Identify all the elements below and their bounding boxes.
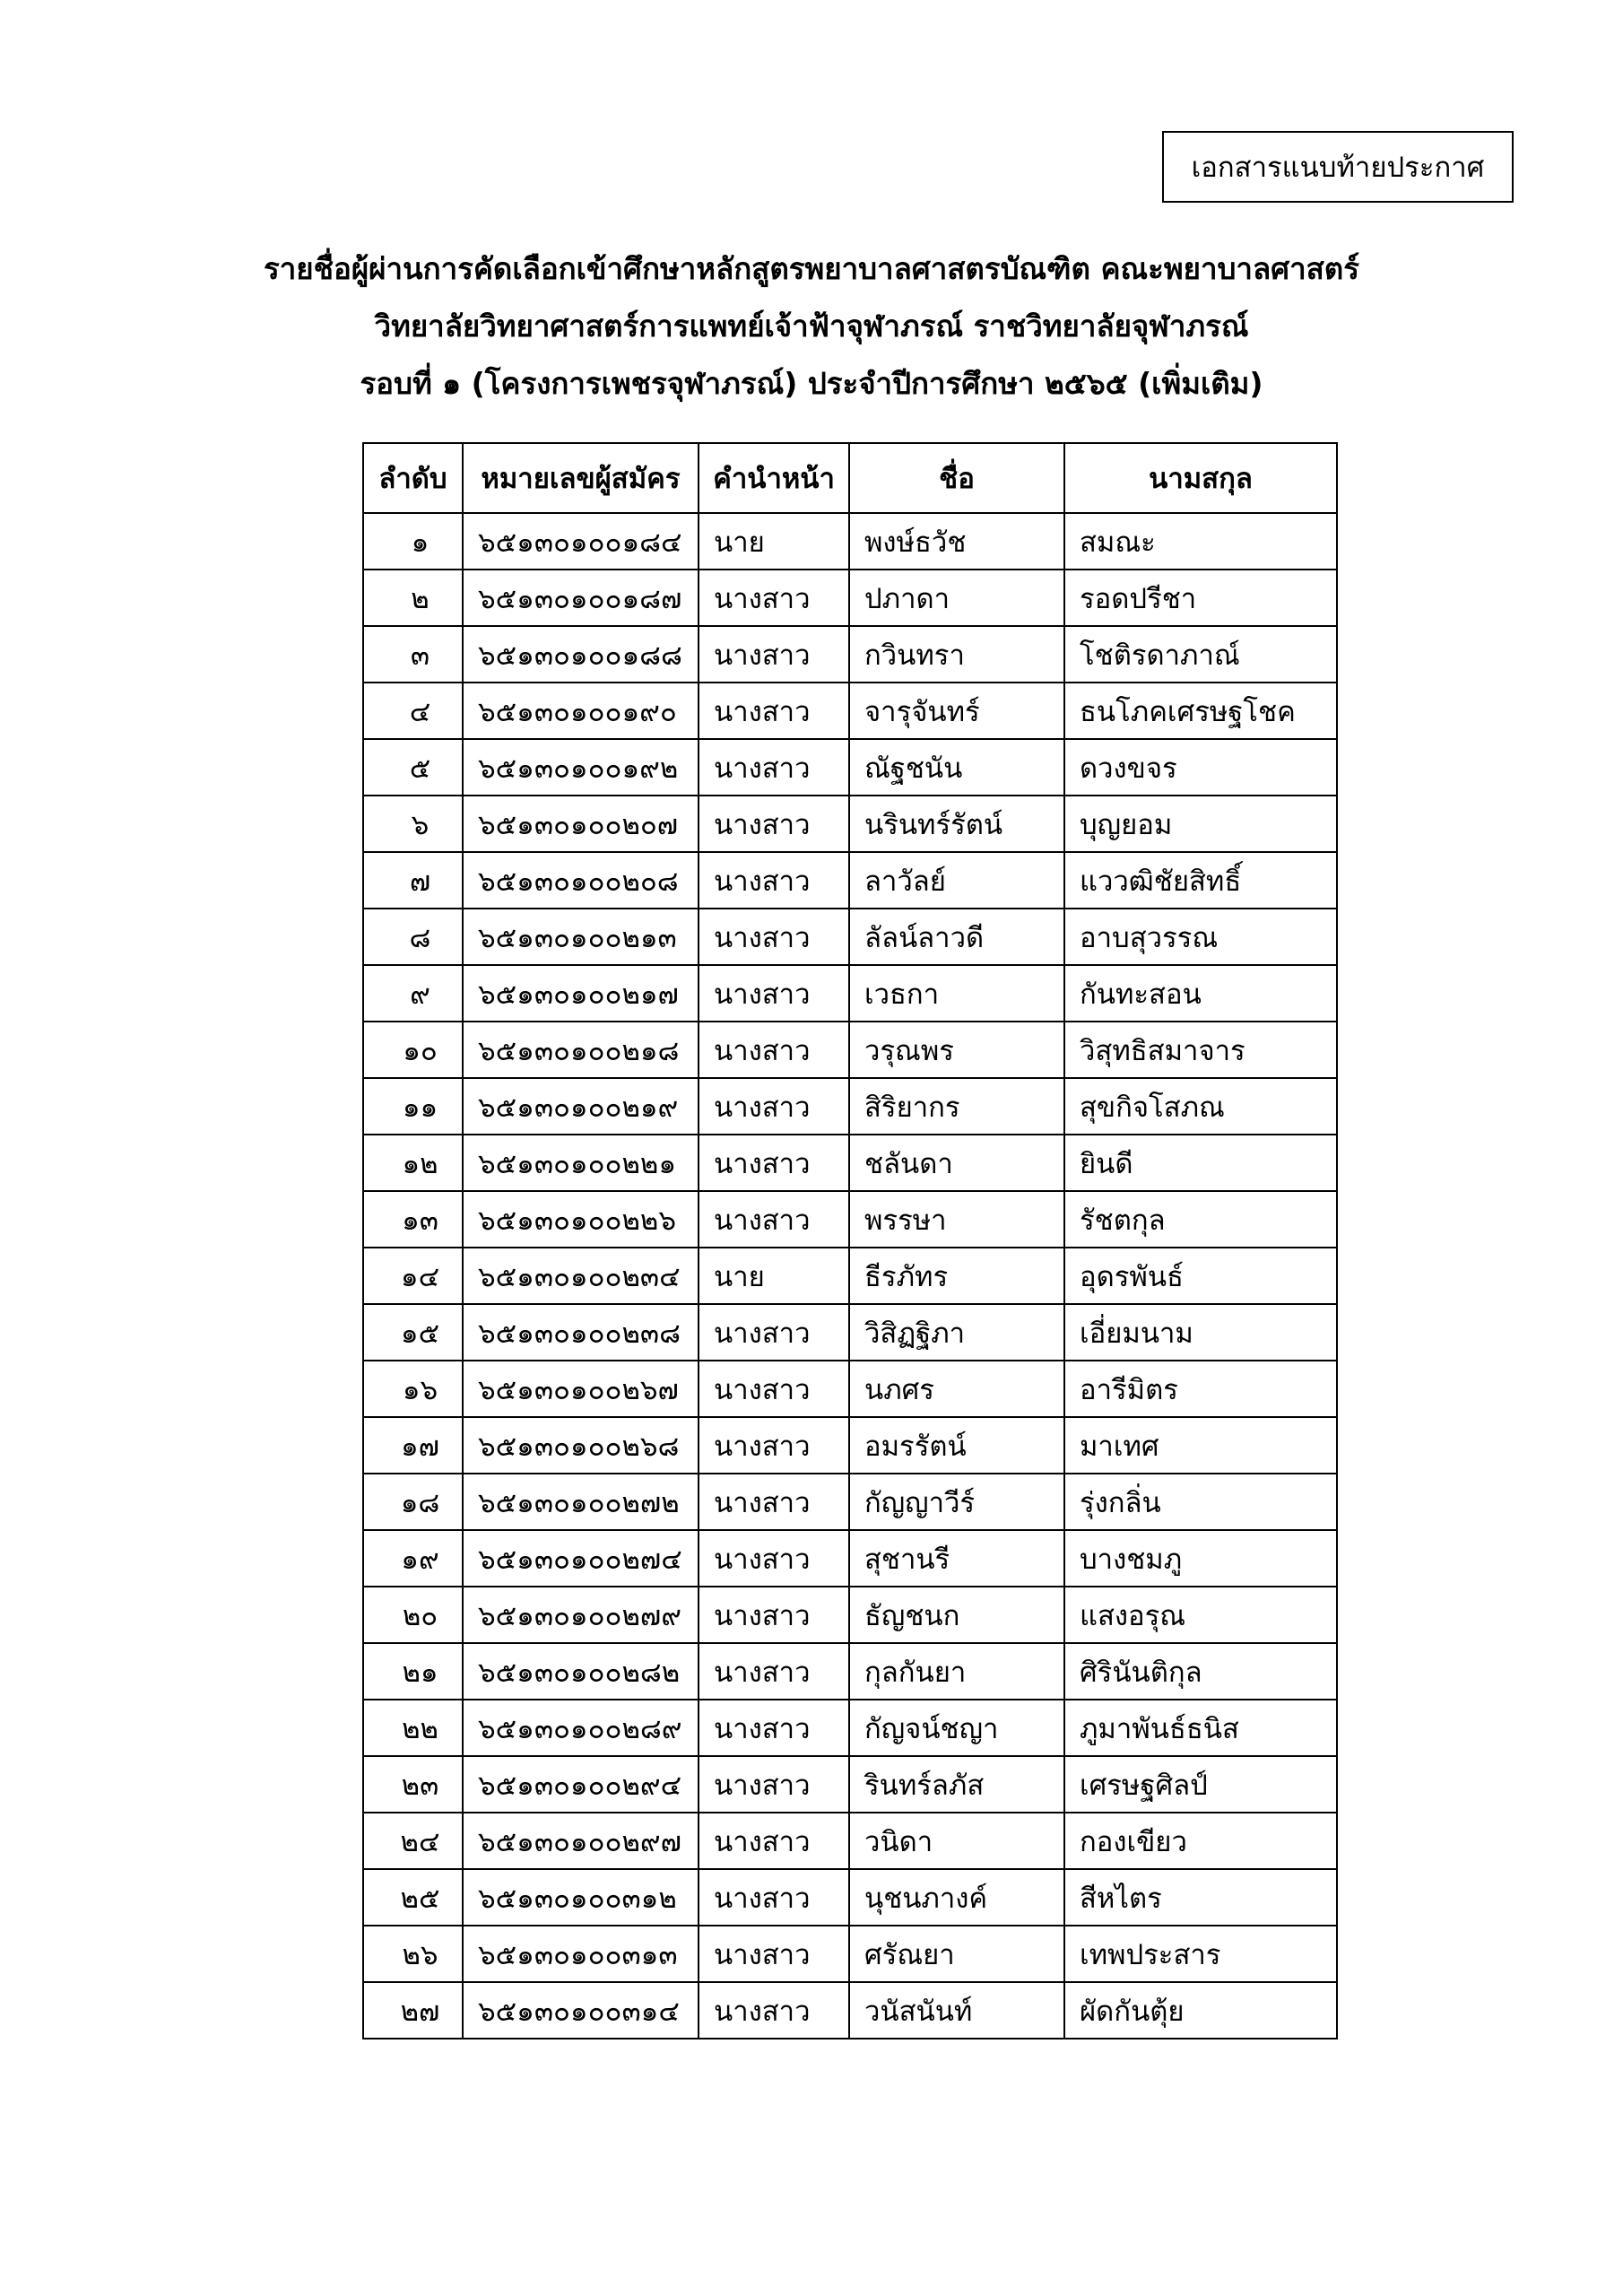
table-row xyxy=(363,739,1337,796)
cell-applicant-number: ๖๕๑๓๐๑๐๐๓๑๓ xyxy=(463,1926,699,1982)
table-row xyxy=(363,1756,1337,1813)
title-line-2: วิทยาลัยวิทยาศาสตร์การแพทย์เจ้าฟ้าจุฬาภรณ์ ราชวิทยาลัยจุฬาภรณ์ xyxy=(374,309,1249,344)
cell-title: นางสาว xyxy=(699,1530,849,1587)
cell-first-name: นภศร xyxy=(849,1361,1064,1417)
cell-order: ๖ xyxy=(363,796,463,852)
cell-last-name: กันทะสอน xyxy=(1064,965,1337,1022)
cell-applicant-number: ๖๕๑๓๐๑๐๐๒๓๘ xyxy=(463,1304,699,1361)
cell-title: นางสาว xyxy=(699,626,849,683)
cell-title: นาย xyxy=(699,513,849,570)
cell-last-name: ดวงขจร xyxy=(1064,739,1337,796)
cell-order: ๑๖ xyxy=(363,1361,463,1417)
header-applicant-number: หมายเลขผู้สมัคร xyxy=(463,443,699,513)
cell-title: นางสาว xyxy=(699,1304,849,1361)
cell-title: นางสาว xyxy=(699,739,849,796)
cell-title: นางสาว xyxy=(699,1756,849,1813)
cell-order: ๔ xyxy=(363,683,463,739)
cell-last-name: วิสุทธิสมาจาร xyxy=(1064,1022,1337,1078)
cell-last-name: ภูมาพันธ์ธนิส xyxy=(1064,1700,1337,1756)
table-row xyxy=(363,1926,1337,1982)
cell-order: ๙ xyxy=(363,965,463,1022)
title-line-3: รอบที่ ๑ (โครงการเพชรจุฬาภรณ์) ประจำปีการศึกษา ๒๕๖๕ (เพิ่มเติม) xyxy=(360,366,1263,401)
cell-title: นางสาว xyxy=(699,1191,849,1248)
table-row xyxy=(363,683,1337,739)
cell-applicant-number: ๖๕๑๓๐๑๐๐๑๙๒ xyxy=(463,739,699,796)
table-row xyxy=(363,1022,1337,1078)
cell-first-name: กุลกันยา xyxy=(849,1643,1064,1700)
cell-first-name: รินทร์ลภัส xyxy=(849,1756,1064,1813)
table-row xyxy=(363,1304,1337,1361)
cell-applicant-number: ๖๕๑๓๐๑๐๐๒๑๙ xyxy=(463,1078,699,1135)
cell-applicant-number: ๖๕๑๓๐๑๐๐๓๑๒ xyxy=(463,1869,699,1926)
cell-last-name: ผัดกันตุ้ย xyxy=(1064,1982,1337,2039)
cell-last-name: แววฒิชัยสิทธิ์ xyxy=(1064,852,1337,909)
table-row xyxy=(363,1869,1337,1926)
table-row xyxy=(363,909,1337,965)
cell-last-name: กองเขียว xyxy=(1064,1813,1337,1869)
cell-first-name: นุชนภางค์ xyxy=(849,1869,1064,1926)
header-title: คำนำหน้า xyxy=(699,443,849,513)
cell-last-name: ธนโภคเศรษฐโชค xyxy=(1064,683,1337,739)
table-row xyxy=(363,1248,1337,1304)
table-row xyxy=(363,1417,1337,1474)
cell-first-name: ปภาดา xyxy=(849,570,1064,626)
cell-order: ๒ xyxy=(363,570,463,626)
table-row xyxy=(363,965,1337,1022)
table-row xyxy=(363,1191,1337,1248)
cell-title: นางสาว xyxy=(699,1135,849,1191)
cell-applicant-number: ๖๕๑๓๐๑๐๐๒๙๗ xyxy=(463,1813,699,1869)
table-row xyxy=(363,852,1337,909)
cell-title: นางสาว xyxy=(699,852,849,909)
cell-applicant-number: ๖๕๑๓๐๑๐๐๒๑๗ xyxy=(463,965,699,1022)
cell-title: นางสาว xyxy=(699,1078,849,1135)
table-row xyxy=(363,796,1337,852)
cell-last-name: โชติรดาภาณ์ xyxy=(1064,626,1337,683)
cell-first-name: ณัฐชนัน xyxy=(849,739,1064,796)
cell-applicant-number: ๖๕๑๓๐๑๐๐๒๒๑ xyxy=(463,1135,699,1191)
table-row xyxy=(363,513,1337,570)
cell-first-name: ธีรภัทร xyxy=(849,1248,1064,1304)
cell-last-name: แสงอรุณ xyxy=(1064,1587,1337,1643)
cell-first-name: สุชานรี xyxy=(849,1530,1064,1587)
cell-title: นางสาว xyxy=(699,796,849,852)
cell-first-name: วนิดา xyxy=(849,1813,1064,1869)
cell-first-name: ลัลน์ลาวดี xyxy=(849,909,1064,965)
cell-order: ๒๑ xyxy=(363,1643,463,1700)
cell-applicant-number: ๖๕๑๓๐๑๐๐๒๑๘ xyxy=(463,1022,699,1078)
cell-first-name: จารุจันทร์ xyxy=(849,683,1064,739)
cell-first-name: วรุณพร xyxy=(849,1022,1064,1078)
applicant-table xyxy=(362,442,1338,2039)
table-row xyxy=(363,1587,1337,1643)
cell-last-name: อุดรพันธ์ xyxy=(1064,1248,1337,1304)
cell-order: ๗ xyxy=(363,852,463,909)
cell-applicant-number: ๖๕๑๓๐๑๐๐๒๓๔ xyxy=(463,1248,699,1304)
cell-title: นางสาว xyxy=(699,965,849,1022)
table-row xyxy=(363,1982,1337,2039)
cell-order: ๑๔ xyxy=(363,1248,463,1304)
cell-order: ๑๑ xyxy=(363,1078,463,1135)
cell-applicant-number: ๖๕๑๓๐๑๐๐๒๗๒ xyxy=(463,1474,699,1530)
cell-first-name: กัญญาวีร์ xyxy=(849,1474,1064,1530)
cell-order: ๘ xyxy=(363,909,463,965)
cell-order: ๒๖ xyxy=(363,1926,463,1982)
cell-applicant-number: ๖๕๑๓๐๑๐๐๑๘๗ xyxy=(463,570,699,626)
cell-last-name: สีหไตร xyxy=(1064,1869,1337,1926)
cell-applicant-number: ๖๕๑๓๐๑๐๐๒๒๖ xyxy=(463,1191,699,1248)
cell-title: นางสาว xyxy=(699,1700,849,1756)
cell-first-name: เวธกา xyxy=(849,965,1064,1022)
cell-title: นาย xyxy=(699,1248,849,1304)
cell-first-name: กัญจน์ชญา xyxy=(849,1700,1064,1756)
table-row xyxy=(363,1078,1337,1135)
cell-last-name: สุขกิจโสภณ xyxy=(1064,1078,1337,1135)
cell-title: นางสาว xyxy=(699,1587,849,1643)
cell-order: ๑๘ xyxy=(363,1474,463,1530)
cell-title: นางสาว xyxy=(699,1813,849,1869)
cell-title: นางสาว xyxy=(699,683,849,739)
cell-order: ๒๒ xyxy=(363,1700,463,1756)
table-header-row xyxy=(363,443,1337,513)
document-title xyxy=(0,240,1623,413)
cell-order: ๑๓ xyxy=(363,1191,463,1248)
cell-first-name: กวินทรา xyxy=(849,626,1064,683)
cell-title: นางสาว xyxy=(699,1869,849,1926)
cell-order: ๒๗ xyxy=(363,1982,463,2039)
cell-first-name: พงษ์ธวัช xyxy=(849,513,1064,570)
cell-last-name: ศิรินันติกุล xyxy=(1064,1643,1337,1700)
cell-applicant-number: ๖๕๑๓๐๑๐๐๒๖๘ xyxy=(463,1417,699,1474)
cell-title: นางสาว xyxy=(699,1643,849,1700)
cell-first-name: นรินทร์รัตน์ xyxy=(849,796,1064,852)
cell-last-name: เอี่ยมนาม xyxy=(1064,1304,1337,1361)
cell-order: ๑๒ xyxy=(363,1135,463,1191)
cell-order: ๒๓ xyxy=(363,1756,463,1813)
cell-first-name: พรรษา xyxy=(849,1191,1064,1248)
cell-order: ๒๕ xyxy=(363,1869,463,1926)
cell-first-name: ชลันดา xyxy=(849,1135,1064,1191)
cell-title: นางสาว xyxy=(699,909,849,965)
cell-title: นางสาว xyxy=(699,1417,849,1474)
header-order: ลำดับ xyxy=(363,443,463,513)
cell-applicant-number: ๖๕๑๓๐๑๐๐๒๗๙ xyxy=(463,1587,699,1643)
cell-order: ๒๐ xyxy=(363,1587,463,1643)
cell-applicant-number: ๖๕๑๓๐๑๐๐๑๘๘ xyxy=(463,626,699,683)
table-row xyxy=(363,1700,1337,1756)
cell-title: นางสาว xyxy=(699,1361,849,1417)
cell-first-name: อมรรัตน์ xyxy=(849,1417,1064,1474)
header-first-name: ชื่อ xyxy=(849,443,1064,513)
cell-title: นางสาว xyxy=(699,1926,849,1982)
cell-applicant-number: ๖๕๑๓๐๑๐๐๒๗๔ xyxy=(463,1530,699,1587)
cell-order: ๑๙ xyxy=(363,1530,463,1587)
cell-last-name: สมณะ xyxy=(1064,513,1337,570)
cell-first-name: สิริยากร xyxy=(849,1078,1064,1135)
cell-last-name: รัชตกุล xyxy=(1064,1191,1337,1248)
header-last-name: นามสกุล xyxy=(1064,443,1337,513)
cell-last-name: เทพประสาร xyxy=(1064,1926,1337,1982)
cell-applicant-number: ๖๕๑๓๐๑๐๐๒๙๔ xyxy=(463,1756,699,1813)
cell-title: นางสาว xyxy=(699,570,849,626)
cell-first-name: วิสิฏฐิภา xyxy=(849,1304,1064,1361)
cell-last-name: เศรษฐศิลป์ xyxy=(1064,1756,1337,1813)
cell-applicant-number: ๖๕๑๓๐๑๐๐๒๑๓ xyxy=(463,909,699,965)
table-row xyxy=(363,1813,1337,1869)
table-row xyxy=(363,1361,1337,1417)
cell-title: นางสาว xyxy=(699,1022,849,1078)
cell-applicant-number: ๖๕๑๓๐๑๐๐๒๐๗ xyxy=(463,796,699,852)
cell-first-name: ศรัณยา xyxy=(849,1926,1064,1982)
attachment-label: เอกสารแนบท้ายประกาศ xyxy=(1162,131,1514,203)
cell-last-name: ยินดี xyxy=(1064,1135,1337,1191)
cell-first-name: วนัสนันท์ xyxy=(849,1982,1064,2039)
cell-first-name: ลาวัลย์ xyxy=(849,852,1064,909)
cell-applicant-number: ๖๕๑๓๐๑๐๐๑๙๐ xyxy=(463,683,699,739)
cell-order: ๑๗ xyxy=(363,1417,463,1474)
cell-applicant-number: ๖๕๑๓๐๑๐๐๒๐๘ xyxy=(463,852,699,909)
cell-applicant-number: ๖๕๑๓๐๑๐๐๒๘๙ xyxy=(463,1700,699,1756)
table-row xyxy=(363,626,1337,683)
table-row xyxy=(363,570,1337,626)
table-row xyxy=(363,1135,1337,1191)
cell-last-name: บางชมภู xyxy=(1064,1530,1337,1587)
cell-applicant-number: ๖๕๑๓๐๑๐๐๑๘๔ xyxy=(463,513,699,570)
cell-last-name: อารีมิตร xyxy=(1064,1361,1337,1417)
cell-title: นางสาว xyxy=(699,1474,849,1530)
cell-applicant-number: ๖๕๑๓๐๑๐๐๒๘๒ xyxy=(463,1643,699,1700)
table-row xyxy=(363,1530,1337,1587)
cell-order: ๑๐ xyxy=(363,1022,463,1078)
cell-applicant-number: ๖๕๑๓๐๑๐๐๓๑๔ xyxy=(463,1982,699,2039)
cell-order: ๑ xyxy=(363,513,463,570)
cell-order: ๑๕ xyxy=(363,1304,463,1361)
cell-order: ๒๔ xyxy=(363,1813,463,1869)
table-row xyxy=(363,1643,1337,1700)
table-row xyxy=(363,1474,1337,1530)
table-body xyxy=(363,513,1337,2039)
cell-last-name: รอดปรีชา xyxy=(1064,570,1337,626)
cell-order: ๓ xyxy=(363,626,463,683)
cell-order: ๕ xyxy=(363,739,463,796)
cell-last-name: บุญยอม xyxy=(1064,796,1337,852)
cell-last-name: อาบสุวรรณ xyxy=(1064,909,1337,965)
cell-first-name: ธัญชนก xyxy=(849,1587,1064,1643)
cell-applicant-number: ๖๕๑๓๐๑๐๐๒๖๗ xyxy=(463,1361,699,1417)
cell-title: นางสาว xyxy=(699,1982,849,2039)
cell-last-name: รุ่งกลิ่น xyxy=(1064,1474,1337,1530)
title-line-1: รายชื่อผู้ผ่านการคัดเลือกเข้าศึกษาหลักสูตรพยาบาลศาสตรบัณฑิต คณะพยาบาลศาสตร์ xyxy=(264,251,1359,286)
cell-last-name: มาเทศ xyxy=(1064,1417,1337,1474)
